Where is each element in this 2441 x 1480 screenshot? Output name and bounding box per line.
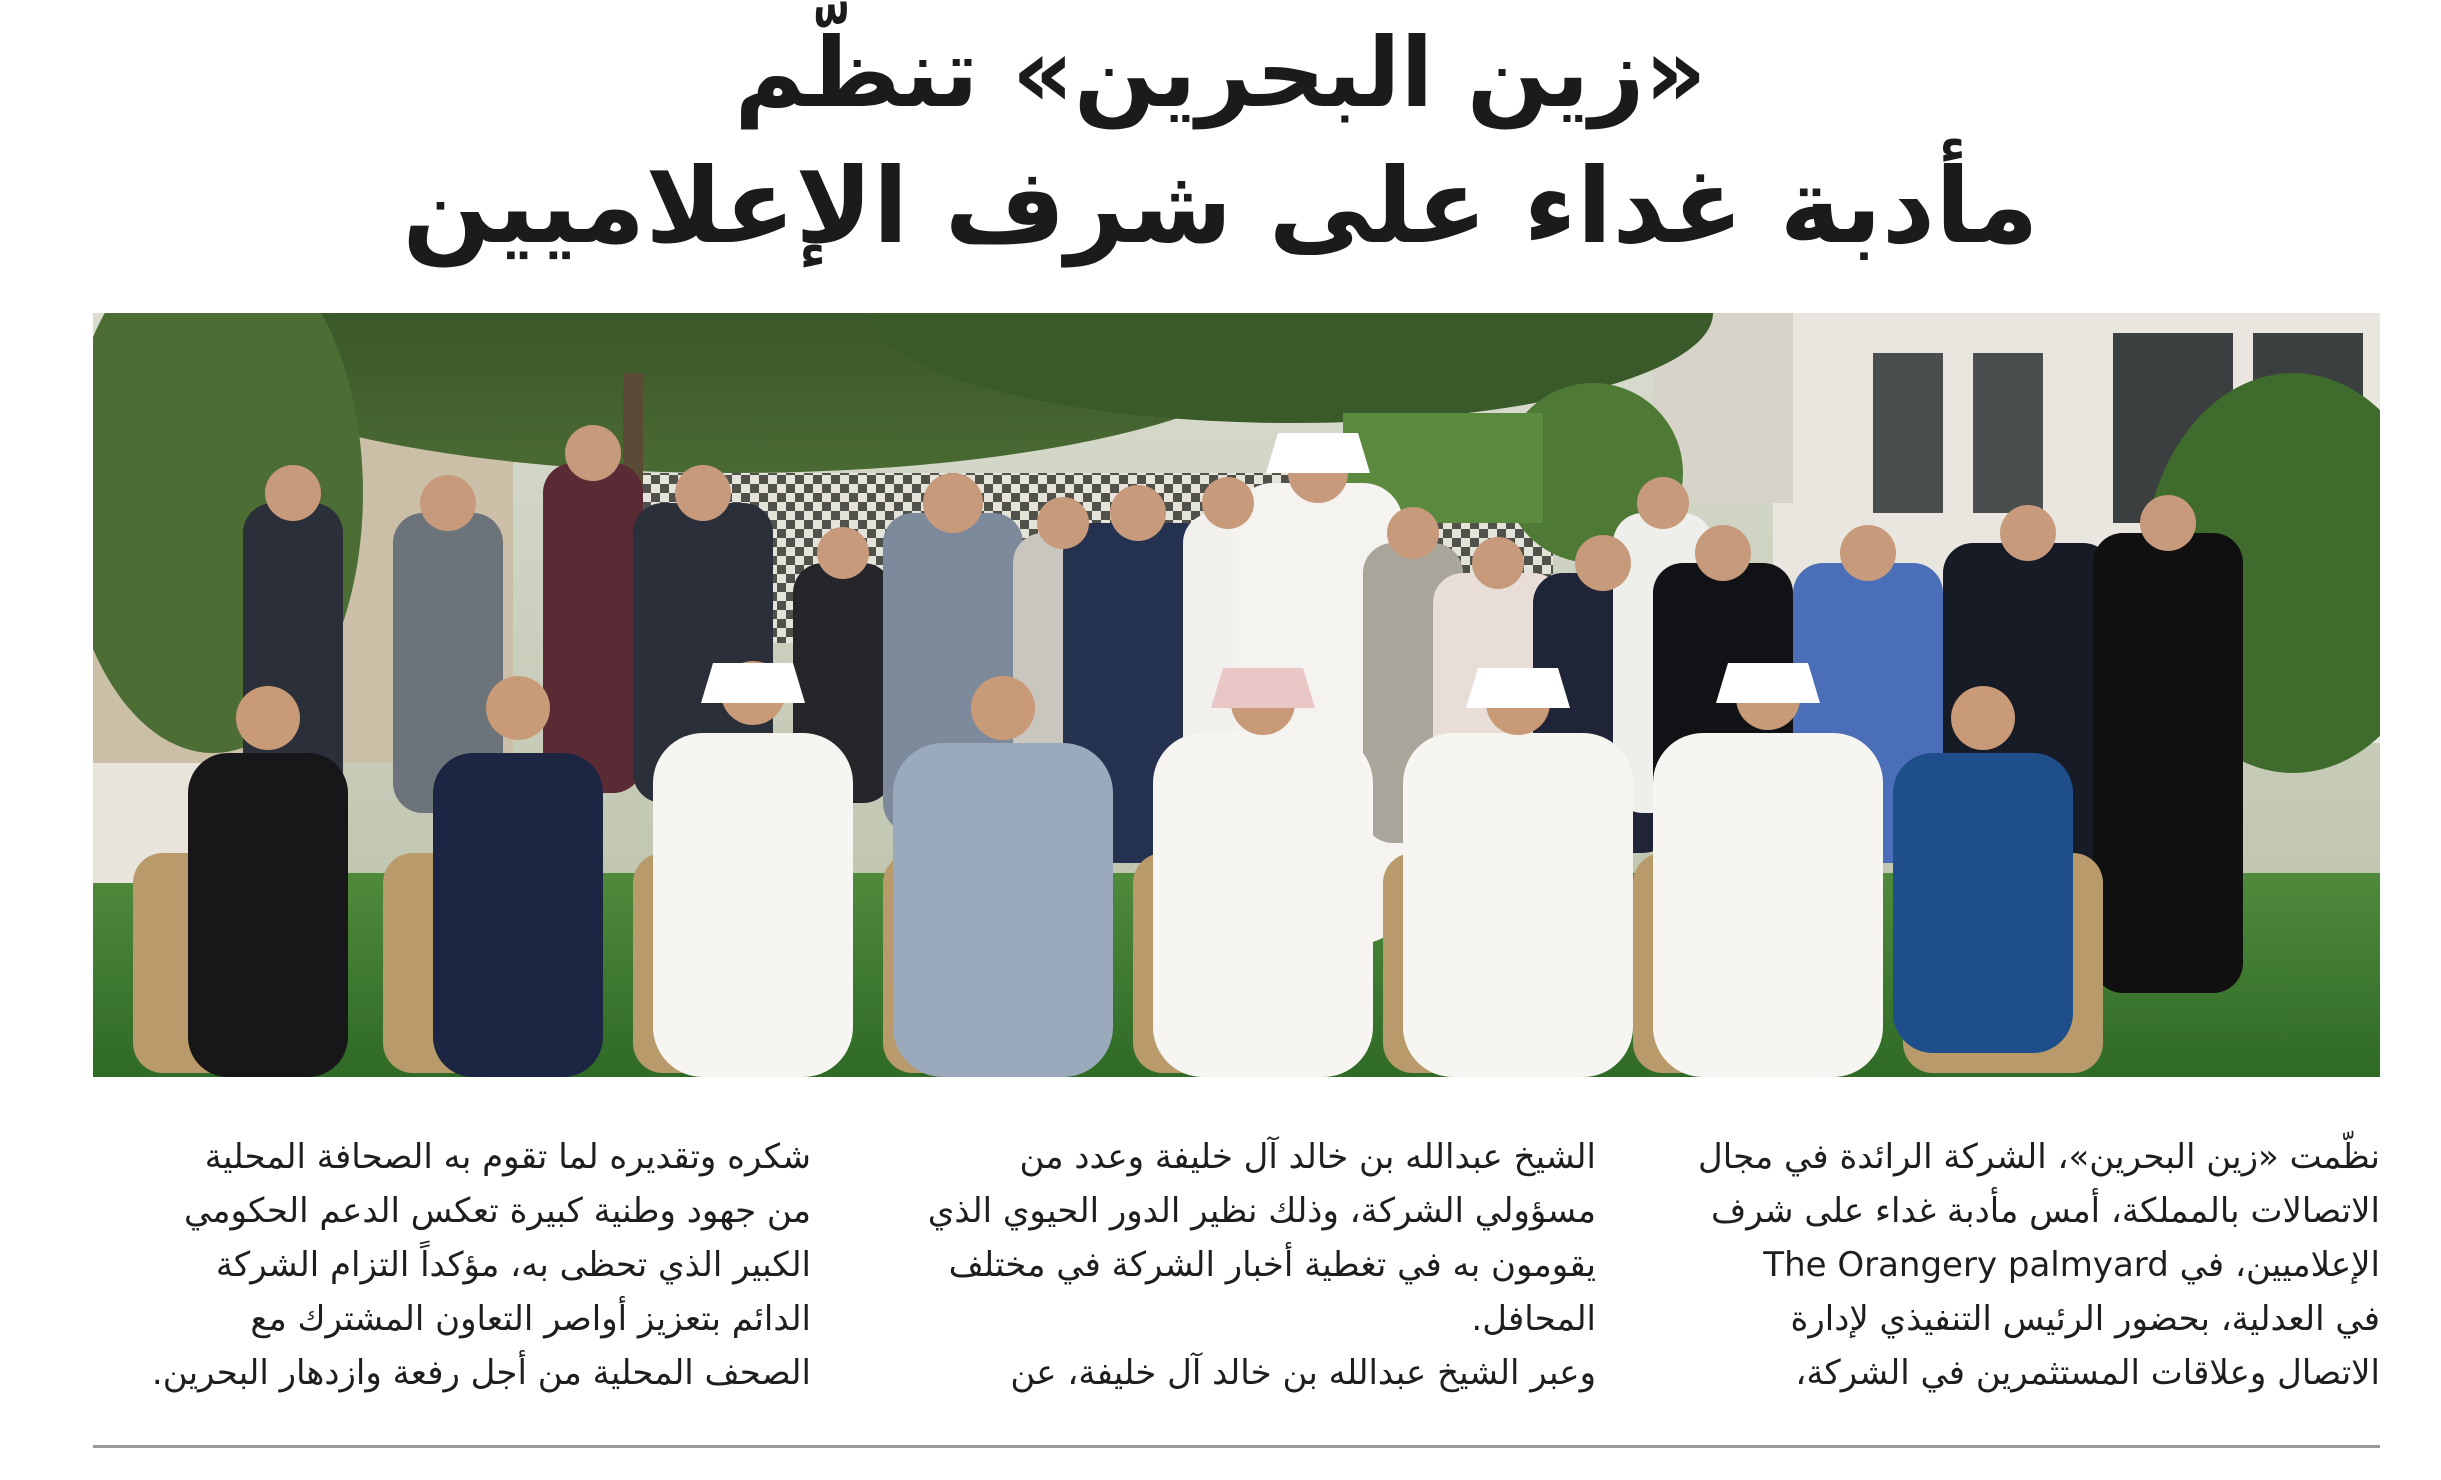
body-line: الشيخ عبدالله بن خالد آل خليفة وعدد من	[1019, 1137, 1596, 1177]
headline-line-1: «زين البحرين» تنظّم	[734, 17, 1707, 129]
body-line: المحافل.	[1471, 1299, 1596, 1339]
body-line: الصحف المحلية من أجل رفعة وازدهار البحرين.	[151, 1353, 811, 1393]
body-line: يقومون به في تغطية أخبار الشركة في مختلف	[948, 1245, 1596, 1285]
body-line: الاتصال وعلاقات المستثمرين في الشركة،	[1795, 1353, 2380, 1393]
headline-line-2: مأدبة غداء على شرف الإعلاميين	[402, 145, 2039, 267]
body-line: شكره وتقديره لما تقوم به الصحافة المحلية	[204, 1137, 811, 1177]
article-column-left	[93, 1130, 811, 1400]
group-photo	[93, 313, 2380, 1077]
bottom-divider	[93, 1445, 2380, 1448]
article-column-right	[1662, 1130, 2380, 1400]
body-line: من جهود وطنية كبيرة تعكس الدعم الحكومي	[183, 1191, 811, 1231]
body-line: الدائم بتعزيز أواصر التعاون المشترك مع	[250, 1299, 811, 1339]
body-line: الإعلاميين، في The Orangery palmyard	[1763, 1245, 2380, 1285]
body-line: في العدلية، بحضور الرئيس التنفيذي لإدارة	[1790, 1299, 2380, 1339]
body-line: الكبير الذي تحظى به، مؤكداً التزام الشركة	[215, 1245, 811, 1285]
body-line: نظّمت «زين البحرين»، الشركة الرائدة في مجال	[1698, 1137, 2380, 1177]
body-line: الاتصالات بالمملكة، أمس مأدبة غداء على شرف	[1711, 1191, 2380, 1231]
body-line: وعبر الشيخ عبدالله بن خالد آل خليفة، عن	[1010, 1353, 1596, 1393]
article-column-middle	[878, 1130, 1596, 1400]
body-line: مسؤولي الشركة، وذلك نظير الدور الحيوي الذي	[927, 1191, 1596, 1231]
